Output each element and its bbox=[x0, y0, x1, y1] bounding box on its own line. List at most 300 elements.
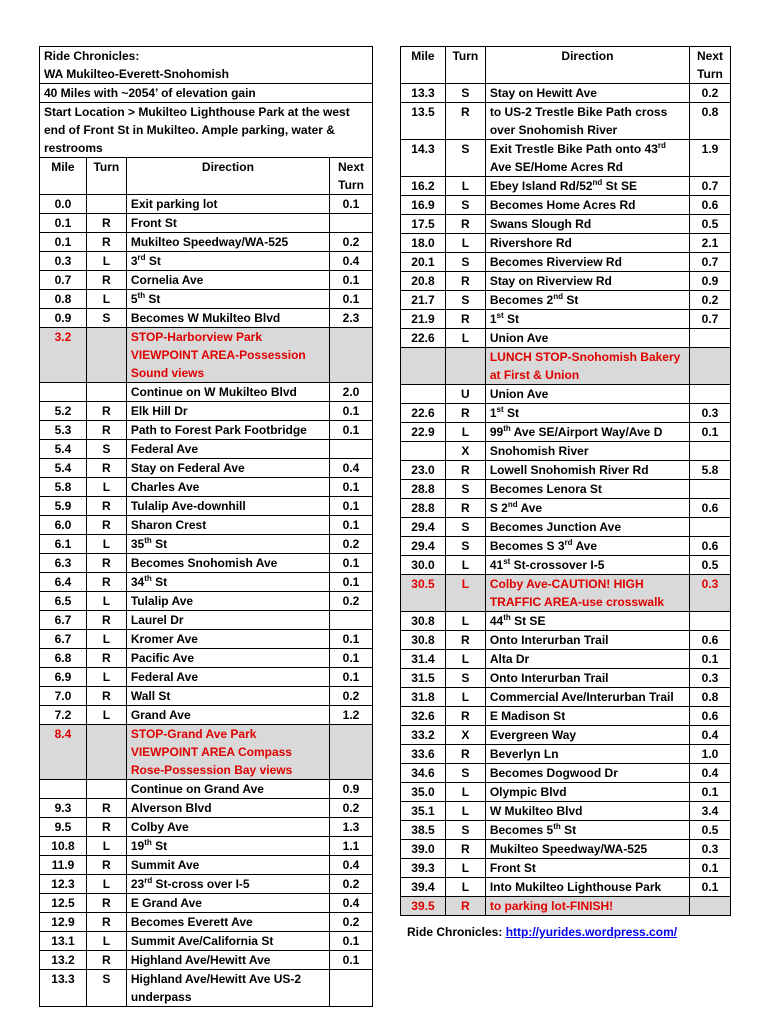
cue-direction: W Mukilteo Blvd bbox=[485, 802, 689, 821]
cue-mile bbox=[40, 383, 87, 402]
cue-row bbox=[401, 783, 731, 802]
cue-mile: 11.9 bbox=[40, 856, 87, 875]
cue-mile: 31.4 bbox=[401, 650, 446, 669]
cue-direction: Union Ave bbox=[485, 329, 689, 348]
cue-next-turn: 0.4 bbox=[330, 894, 373, 913]
cue-next-turn bbox=[690, 612, 731, 631]
cue-row bbox=[401, 196, 731, 215]
cue-next-turn: 1.9 bbox=[690, 140, 731, 177]
cue-direction: 1st St bbox=[485, 310, 689, 329]
cue-sheet-left-table bbox=[39, 46, 373, 1007]
cue-next-turn: 0.4 bbox=[330, 856, 373, 875]
cue-mile: 8.4 bbox=[40, 725, 87, 780]
cue-mile: 30.8 bbox=[401, 612, 446, 631]
cue-row bbox=[401, 897, 731, 916]
cue-row bbox=[40, 290, 373, 309]
cue-mile: 9.5 bbox=[40, 818, 87, 837]
cue-direction: 35th St bbox=[126, 535, 329, 554]
cue-turn: L bbox=[445, 802, 485, 821]
cue-direction: Mukilteo Speedway/WA-525 bbox=[126, 233, 329, 252]
cue-turn bbox=[86, 780, 126, 799]
cue-direction: Cornelia Ave bbox=[126, 271, 329, 290]
cue-turn: R bbox=[445, 897, 485, 916]
cue-mile: 6.8 bbox=[40, 649, 87, 668]
cue-turn: S bbox=[86, 970, 126, 1007]
cue-mile: 39.4 bbox=[401, 878, 446, 897]
cue-next-turn: 0.7 bbox=[690, 310, 731, 329]
cue-row bbox=[40, 970, 373, 1007]
cue-turn: R bbox=[86, 856, 126, 875]
cue-mile: 23.0 bbox=[401, 461, 446, 480]
cue-mile: 0.8 bbox=[40, 290, 87, 309]
cue-next-turn bbox=[690, 348, 731, 385]
cue-mile: 0.3 bbox=[40, 252, 87, 271]
cue-row bbox=[401, 878, 731, 897]
cue-direction: Laurel Dr bbox=[126, 611, 329, 630]
cue-direction: Continue on W Mukilteo Blvd bbox=[126, 383, 329, 402]
cue-next-turn bbox=[690, 480, 731, 499]
cue-row bbox=[40, 687, 373, 706]
cue-direction: Stay on Riverview Rd bbox=[485, 272, 689, 291]
cue-row bbox=[401, 707, 731, 726]
cue-turn: S bbox=[445, 84, 485, 103]
cue-direction: 34th St bbox=[126, 573, 329, 592]
cue-next-turn: 0.2 bbox=[330, 913, 373, 932]
cue-turn: L bbox=[445, 575, 485, 612]
cue-direction: Exit Trestle Bike Path onto 43rd Ave SE/Home Acres Rd bbox=[485, 140, 689, 177]
cue-row bbox=[40, 818, 373, 837]
cue-row bbox=[40, 856, 373, 875]
cue-row bbox=[40, 309, 373, 328]
cue-row bbox=[401, 669, 731, 688]
cue-next-turn: 0.6 bbox=[690, 537, 731, 556]
cue-direction: Exit parking lot bbox=[126, 195, 329, 214]
cue-next-turn: 0.2 bbox=[330, 592, 373, 611]
cue-next-turn: 0.2 bbox=[690, 291, 731, 310]
cue-next-turn bbox=[330, 214, 373, 233]
cue-turn: L bbox=[445, 859, 485, 878]
cue-row bbox=[40, 328, 373, 383]
cue-row bbox=[401, 745, 731, 764]
cue-row bbox=[40, 421, 373, 440]
cue-turn: L bbox=[86, 668, 126, 687]
cue-next-turn: 0.1 bbox=[690, 423, 731, 442]
cue-row bbox=[40, 252, 373, 271]
cue-next-turn: 0.1 bbox=[330, 668, 373, 687]
cue-next-turn: 0.1 bbox=[330, 516, 373, 535]
cue-row bbox=[401, 348, 731, 385]
cue-row bbox=[401, 329, 731, 348]
cue-row bbox=[40, 649, 373, 668]
cue-direction: Into Mukilteo Lighthouse Park bbox=[485, 878, 689, 897]
cue-mile: 0.9 bbox=[40, 309, 87, 328]
cue-row bbox=[40, 630, 373, 649]
cue-mile: 3.2 bbox=[40, 328, 87, 383]
cue-direction: Becomes 2nd St bbox=[485, 291, 689, 310]
cue-direction: Wall St bbox=[126, 687, 329, 706]
cue-turn: L bbox=[445, 878, 485, 897]
cue-next-turn: 0.9 bbox=[330, 780, 373, 799]
cue-mile: 22.9 bbox=[401, 423, 446, 442]
cue-row bbox=[40, 837, 373, 856]
cue-next-turn: 0.1 bbox=[330, 649, 373, 668]
cue-next-turn bbox=[690, 385, 731, 404]
cue-mile: 13.3 bbox=[40, 970, 87, 1007]
cue-next-turn: 0.4 bbox=[330, 459, 373, 478]
cue-mile: 5.4 bbox=[40, 459, 87, 478]
cue-row bbox=[401, 802, 731, 821]
cue-turn: R bbox=[86, 687, 126, 706]
cue-turn: R bbox=[86, 233, 126, 252]
cue-direction: Federal Ave bbox=[126, 440, 329, 459]
cue-turn: S bbox=[86, 440, 126, 459]
cue-turn: L bbox=[86, 630, 126, 649]
cue-mile: 13.3 bbox=[401, 84, 446, 103]
cue-row bbox=[40, 592, 373, 611]
cue-next-turn: 0.1 bbox=[330, 630, 373, 649]
cue-turn: R bbox=[445, 103, 485, 140]
cue-next-turn: 0.9 bbox=[690, 272, 731, 291]
cue-mile: 32.6 bbox=[401, 707, 446, 726]
cue-turn: L bbox=[445, 688, 485, 707]
cue-turn: R bbox=[86, 649, 126, 668]
cue-direction: Onto Interurban Trail bbox=[485, 669, 689, 688]
cue-next-turn: 2.0 bbox=[330, 383, 373, 402]
cue-turn: X bbox=[445, 726, 485, 745]
cue-row bbox=[401, 140, 731, 177]
cue-turn: R bbox=[86, 894, 126, 913]
cue-direction: Stay on Hewitt Ave bbox=[485, 84, 689, 103]
cue-turn: S bbox=[445, 140, 485, 177]
cue-next-turn: 0.4 bbox=[690, 764, 731, 783]
cue-turn bbox=[86, 383, 126, 402]
cue-turn: L bbox=[86, 290, 126, 309]
cue-mile: 33.6 bbox=[401, 745, 446, 764]
cue-direction: Federal Ave bbox=[126, 668, 329, 687]
cue-turn: R bbox=[86, 271, 126, 290]
cue-direction: Charles Ave bbox=[126, 478, 329, 497]
cue-turn: R bbox=[86, 516, 126, 535]
cue-turn: R bbox=[445, 461, 485, 480]
cue-row bbox=[40, 516, 373, 535]
cue-mile bbox=[401, 348, 446, 385]
cue-next-turn bbox=[690, 329, 731, 348]
cue-next-turn: 0.1 bbox=[690, 783, 731, 802]
cue-direction: LUNCH STOP-Snohomish Bakery at First & Union bbox=[485, 348, 689, 385]
cue-direction: Grand Ave bbox=[126, 706, 329, 725]
cue-direction: Becomes Home Acres Rd bbox=[485, 196, 689, 215]
cue-direction: STOP-Grand Ave Park VIEWPOINT AREA Compass Rose-Possession Bay views bbox=[126, 725, 329, 780]
cue-direction: 5th St bbox=[126, 290, 329, 309]
cue-direction: to parking lot-FINISH! bbox=[485, 897, 689, 916]
cue-direction: Colby Ave-CAUTION! HIGH TRAFFIC AREA-use crosswalk bbox=[485, 575, 689, 612]
cue-mile: 5.9 bbox=[40, 497, 87, 516]
cue-mile: 13.1 bbox=[40, 932, 87, 951]
cue-mile: 5.4 bbox=[40, 440, 87, 459]
cue-row bbox=[40, 271, 373, 290]
cue-direction: Tulalip Ave bbox=[126, 592, 329, 611]
cue-row bbox=[40, 383, 373, 402]
cue-next-turn: 0.1 bbox=[690, 878, 731, 897]
cue-turn: L bbox=[86, 592, 126, 611]
column-header-row bbox=[40, 158, 373, 195]
cue-direction: S 2nd Ave bbox=[485, 499, 689, 518]
cue-next-turn: 1.3 bbox=[330, 818, 373, 837]
cue-turn: R bbox=[86, 951, 126, 970]
cue-mile: 5.3 bbox=[40, 421, 87, 440]
cue-next-turn: 0.5 bbox=[690, 821, 731, 840]
cue-direction: Snohomish River bbox=[485, 442, 689, 461]
cue-mile: 29.4 bbox=[401, 518, 446, 537]
cue-mile: 29.4 bbox=[401, 537, 446, 556]
cue-next-turn: 0.2 bbox=[330, 535, 373, 554]
cue-row bbox=[401, 650, 731, 669]
cue-direction: Tulalip Ave-downhill bbox=[126, 497, 329, 516]
cue-row bbox=[40, 780, 373, 799]
cue-turn: R bbox=[86, 913, 126, 932]
cue-row bbox=[401, 821, 731, 840]
cue-direction: Alverson Blvd bbox=[126, 799, 329, 818]
cue-turn: R bbox=[445, 499, 485, 518]
cue-next-turn: 0.2 bbox=[330, 799, 373, 818]
cue-direction: Path to Forest Park Footbridge bbox=[126, 421, 329, 440]
cue-direction: Rivershore Rd bbox=[485, 234, 689, 253]
col-turn: Turn bbox=[445, 47, 485, 84]
cue-mile: 12.9 bbox=[40, 913, 87, 932]
cue-turn: S bbox=[445, 518, 485, 537]
cue-turn: L bbox=[86, 535, 126, 554]
cue-next-turn: 0.1 bbox=[330, 290, 373, 309]
cue-row bbox=[401, 726, 731, 745]
cue-mile: 6.3 bbox=[40, 554, 87, 573]
cue-direction: to US-2 Trestle Bike Path cross over Snohomish River bbox=[485, 103, 689, 140]
cue-next-turn: 0.1 bbox=[330, 573, 373, 592]
cue-turn: S bbox=[445, 821, 485, 840]
col-direction: Direction bbox=[126, 158, 329, 195]
cue-row bbox=[40, 195, 373, 214]
cue-mile: 31.5 bbox=[401, 669, 446, 688]
cue-turn: L bbox=[86, 837, 126, 856]
cue-next-turn: 0.7 bbox=[690, 253, 731, 272]
cue-mile: 35.1 bbox=[401, 802, 446, 821]
cue-mile: 6.5 bbox=[40, 592, 87, 611]
cue-row bbox=[40, 799, 373, 818]
cue-next-turn: 1.1 bbox=[330, 837, 373, 856]
cue-direction: E Madison St bbox=[485, 707, 689, 726]
cue-mile: 39.5 bbox=[401, 897, 446, 916]
cue-direction: Summit Ave/California St bbox=[126, 932, 329, 951]
cue-next-turn: 2.3 bbox=[330, 309, 373, 328]
cue-next-turn: 0.5 bbox=[690, 215, 731, 234]
cue-turn bbox=[86, 195, 126, 214]
cue-next-turn: 0.6 bbox=[690, 499, 731, 518]
cue-row bbox=[40, 554, 373, 573]
cue-mile: 0.7 bbox=[40, 271, 87, 290]
cue-direction: E Grand Ave bbox=[126, 894, 329, 913]
cue-row bbox=[401, 272, 731, 291]
cue-next-turn bbox=[690, 442, 731, 461]
cue-turn: L bbox=[445, 423, 485, 442]
cue-next-turn: 0.6 bbox=[690, 631, 731, 650]
cue-mile: 21.7 bbox=[401, 291, 446, 310]
cue-direction: Front St bbox=[485, 859, 689, 878]
cue-mile: 5.2 bbox=[40, 402, 87, 421]
cue-next-turn: 0.4 bbox=[690, 726, 731, 745]
cue-turn: L bbox=[86, 252, 126, 271]
cue-turn: R bbox=[445, 215, 485, 234]
cue-mile bbox=[401, 385, 446, 404]
cue-next-turn bbox=[330, 328, 373, 383]
cue-row bbox=[401, 537, 731, 556]
cue-turn: S bbox=[445, 196, 485, 215]
cue-mile: 6.7 bbox=[40, 611, 87, 630]
cue-direction: Stay on Federal Ave bbox=[126, 459, 329, 478]
cue-row bbox=[40, 535, 373, 554]
cue-turn: R bbox=[86, 799, 126, 818]
cue-mile: 33.2 bbox=[401, 726, 446, 745]
cue-turn: L bbox=[445, 612, 485, 631]
cue-next-turn: 0.5 bbox=[690, 556, 731, 575]
cue-row bbox=[401, 442, 731, 461]
cue-turn bbox=[86, 725, 126, 780]
footer-link[interactable]: http://yurides.wordpress.com/ bbox=[505, 925, 678, 939]
cue-turn: R bbox=[86, 402, 126, 421]
cue-next-turn: 0.1 bbox=[690, 859, 731, 878]
cue-direction: Onto Interurban Trail bbox=[485, 631, 689, 650]
cue-direction: 41st St-crossover I-5 bbox=[485, 556, 689, 575]
cue-row bbox=[401, 499, 731, 518]
cue-turn: L bbox=[445, 783, 485, 802]
cue-mile: 35.0 bbox=[401, 783, 446, 802]
cue-sheet-right-table bbox=[400, 46, 731, 916]
footer bbox=[407, 925, 677, 939]
cue-direction: Beverlyn Ln bbox=[485, 745, 689, 764]
cue-direction: Becomes Junction Ave bbox=[485, 518, 689, 537]
cue-mile: 39.0 bbox=[401, 840, 446, 859]
cue-mile: 12.3 bbox=[40, 875, 87, 894]
cue-mile: 0.0 bbox=[40, 195, 87, 214]
cue-direction: Summit Ave bbox=[126, 856, 329, 875]
cue-turn: R bbox=[86, 554, 126, 573]
cue-mile: 16.9 bbox=[401, 196, 446, 215]
cue-direction: Becomes Lenora St bbox=[485, 480, 689, 499]
cue-mile: 9.3 bbox=[40, 799, 87, 818]
cue-direction: 19th St bbox=[126, 837, 329, 856]
cue-next-turn: 0.2 bbox=[330, 233, 373, 252]
cue-turn: R bbox=[86, 214, 126, 233]
cue-row bbox=[40, 611, 373, 630]
col-turn: Turn bbox=[86, 158, 126, 195]
cue-row bbox=[401, 215, 731, 234]
cue-mile: 6.0 bbox=[40, 516, 87, 535]
cue-row bbox=[401, 480, 731, 499]
cue-row bbox=[40, 725, 373, 780]
cue-next-turn: 0.6 bbox=[690, 196, 731, 215]
cue-direction: 44th St SE bbox=[485, 612, 689, 631]
cue-turn: L bbox=[86, 706, 126, 725]
cue-mile: 7.0 bbox=[40, 687, 87, 706]
cue-next-turn: 0.1 bbox=[330, 932, 373, 951]
cue-row bbox=[401, 859, 731, 878]
cue-turn bbox=[86, 328, 126, 383]
col-next-turn: Next Turn bbox=[330, 158, 373, 195]
cue-row bbox=[401, 631, 731, 650]
cue-next-turn: 0.8 bbox=[690, 688, 731, 707]
cue-direction: Pacific Ave bbox=[126, 649, 329, 668]
cue-row bbox=[401, 575, 731, 612]
cue-turn: L bbox=[445, 234, 485, 253]
cue-row bbox=[40, 951, 373, 970]
cue-turn: S bbox=[445, 291, 485, 310]
cue-mile: 0.1 bbox=[40, 233, 87, 252]
cue-row bbox=[40, 214, 373, 233]
ride-stats: 40 Miles with ~2054’ of elevation gain bbox=[40, 84, 373, 103]
cue-mile: 6.7 bbox=[40, 630, 87, 649]
cue-mile: 28.8 bbox=[401, 499, 446, 518]
cue-next-turn bbox=[330, 611, 373, 630]
cue-direction: Ebey Island Rd/52nd St SE bbox=[485, 177, 689, 196]
cue-mile: 16.2 bbox=[401, 177, 446, 196]
cue-mile: 39.3 bbox=[401, 859, 446, 878]
cue-mile: 7.2 bbox=[40, 706, 87, 725]
col-mile: Mile bbox=[401, 47, 446, 84]
cue-direction: Mukilteo Speedway/WA-525 bbox=[485, 840, 689, 859]
cue-mile: 30.5 bbox=[401, 575, 446, 612]
cue-mile: 5.8 bbox=[40, 478, 87, 497]
cue-direction: Olympic Blvd bbox=[485, 783, 689, 802]
cue-next-turn bbox=[330, 440, 373, 459]
cue-direction: Becomes Riverview Rd bbox=[485, 253, 689, 272]
cue-direction: Kromer Ave bbox=[126, 630, 329, 649]
cue-direction: Highland Ave/Hewitt Ave US-2 underpass bbox=[126, 970, 329, 1007]
cue-mile: 21.9 bbox=[401, 310, 446, 329]
cue-turn: R bbox=[445, 707, 485, 726]
cue-direction: Highland Ave/Hewitt Ave bbox=[126, 951, 329, 970]
start-location: Start Location > Mukilteo Lighthouse Park at the west end of Front St in Mukilteo. Ample parking, water & restrooms bbox=[40, 103, 373, 158]
cue-row bbox=[40, 668, 373, 687]
cue-next-turn: 0.1 bbox=[690, 650, 731, 669]
cue-turn: S bbox=[445, 253, 485, 272]
cue-direction: Becomes 5th St bbox=[485, 821, 689, 840]
cue-next-turn: 0.2 bbox=[330, 687, 373, 706]
cue-direction: Commercial Ave/Interurban Trail bbox=[485, 688, 689, 707]
cue-direction: 99th Ave SE/Airport Way/Ave D bbox=[485, 423, 689, 442]
footer-label: Ride Chronicles: bbox=[407, 925, 503, 939]
cue-row bbox=[40, 459, 373, 478]
cue-turn: R bbox=[445, 310, 485, 329]
cue-direction: Becomes W Mukilteo Blvd bbox=[126, 309, 329, 328]
cue-direction: Continue on Grand Ave bbox=[126, 780, 329, 799]
cue-row bbox=[401, 840, 731, 859]
cue-mile: 13.2 bbox=[40, 951, 87, 970]
cue-row bbox=[40, 913, 373, 932]
cue-direction: Swans Slough Rd bbox=[485, 215, 689, 234]
cue-row bbox=[40, 497, 373, 516]
cue-turn: R bbox=[86, 459, 126, 478]
cue-turn bbox=[445, 348, 485, 385]
cue-row bbox=[401, 177, 731, 196]
cue-row bbox=[40, 875, 373, 894]
cue-next-turn: 2.1 bbox=[690, 234, 731, 253]
cue-direction: Becomes Dogwood Dr bbox=[485, 764, 689, 783]
cue-row bbox=[401, 253, 731, 272]
cue-row bbox=[40, 573, 373, 592]
cue-turn: R bbox=[445, 404, 485, 423]
cue-row bbox=[401, 688, 731, 707]
cue-row bbox=[40, 478, 373, 497]
column-header-row bbox=[401, 47, 731, 84]
cue-next-turn bbox=[690, 897, 731, 916]
